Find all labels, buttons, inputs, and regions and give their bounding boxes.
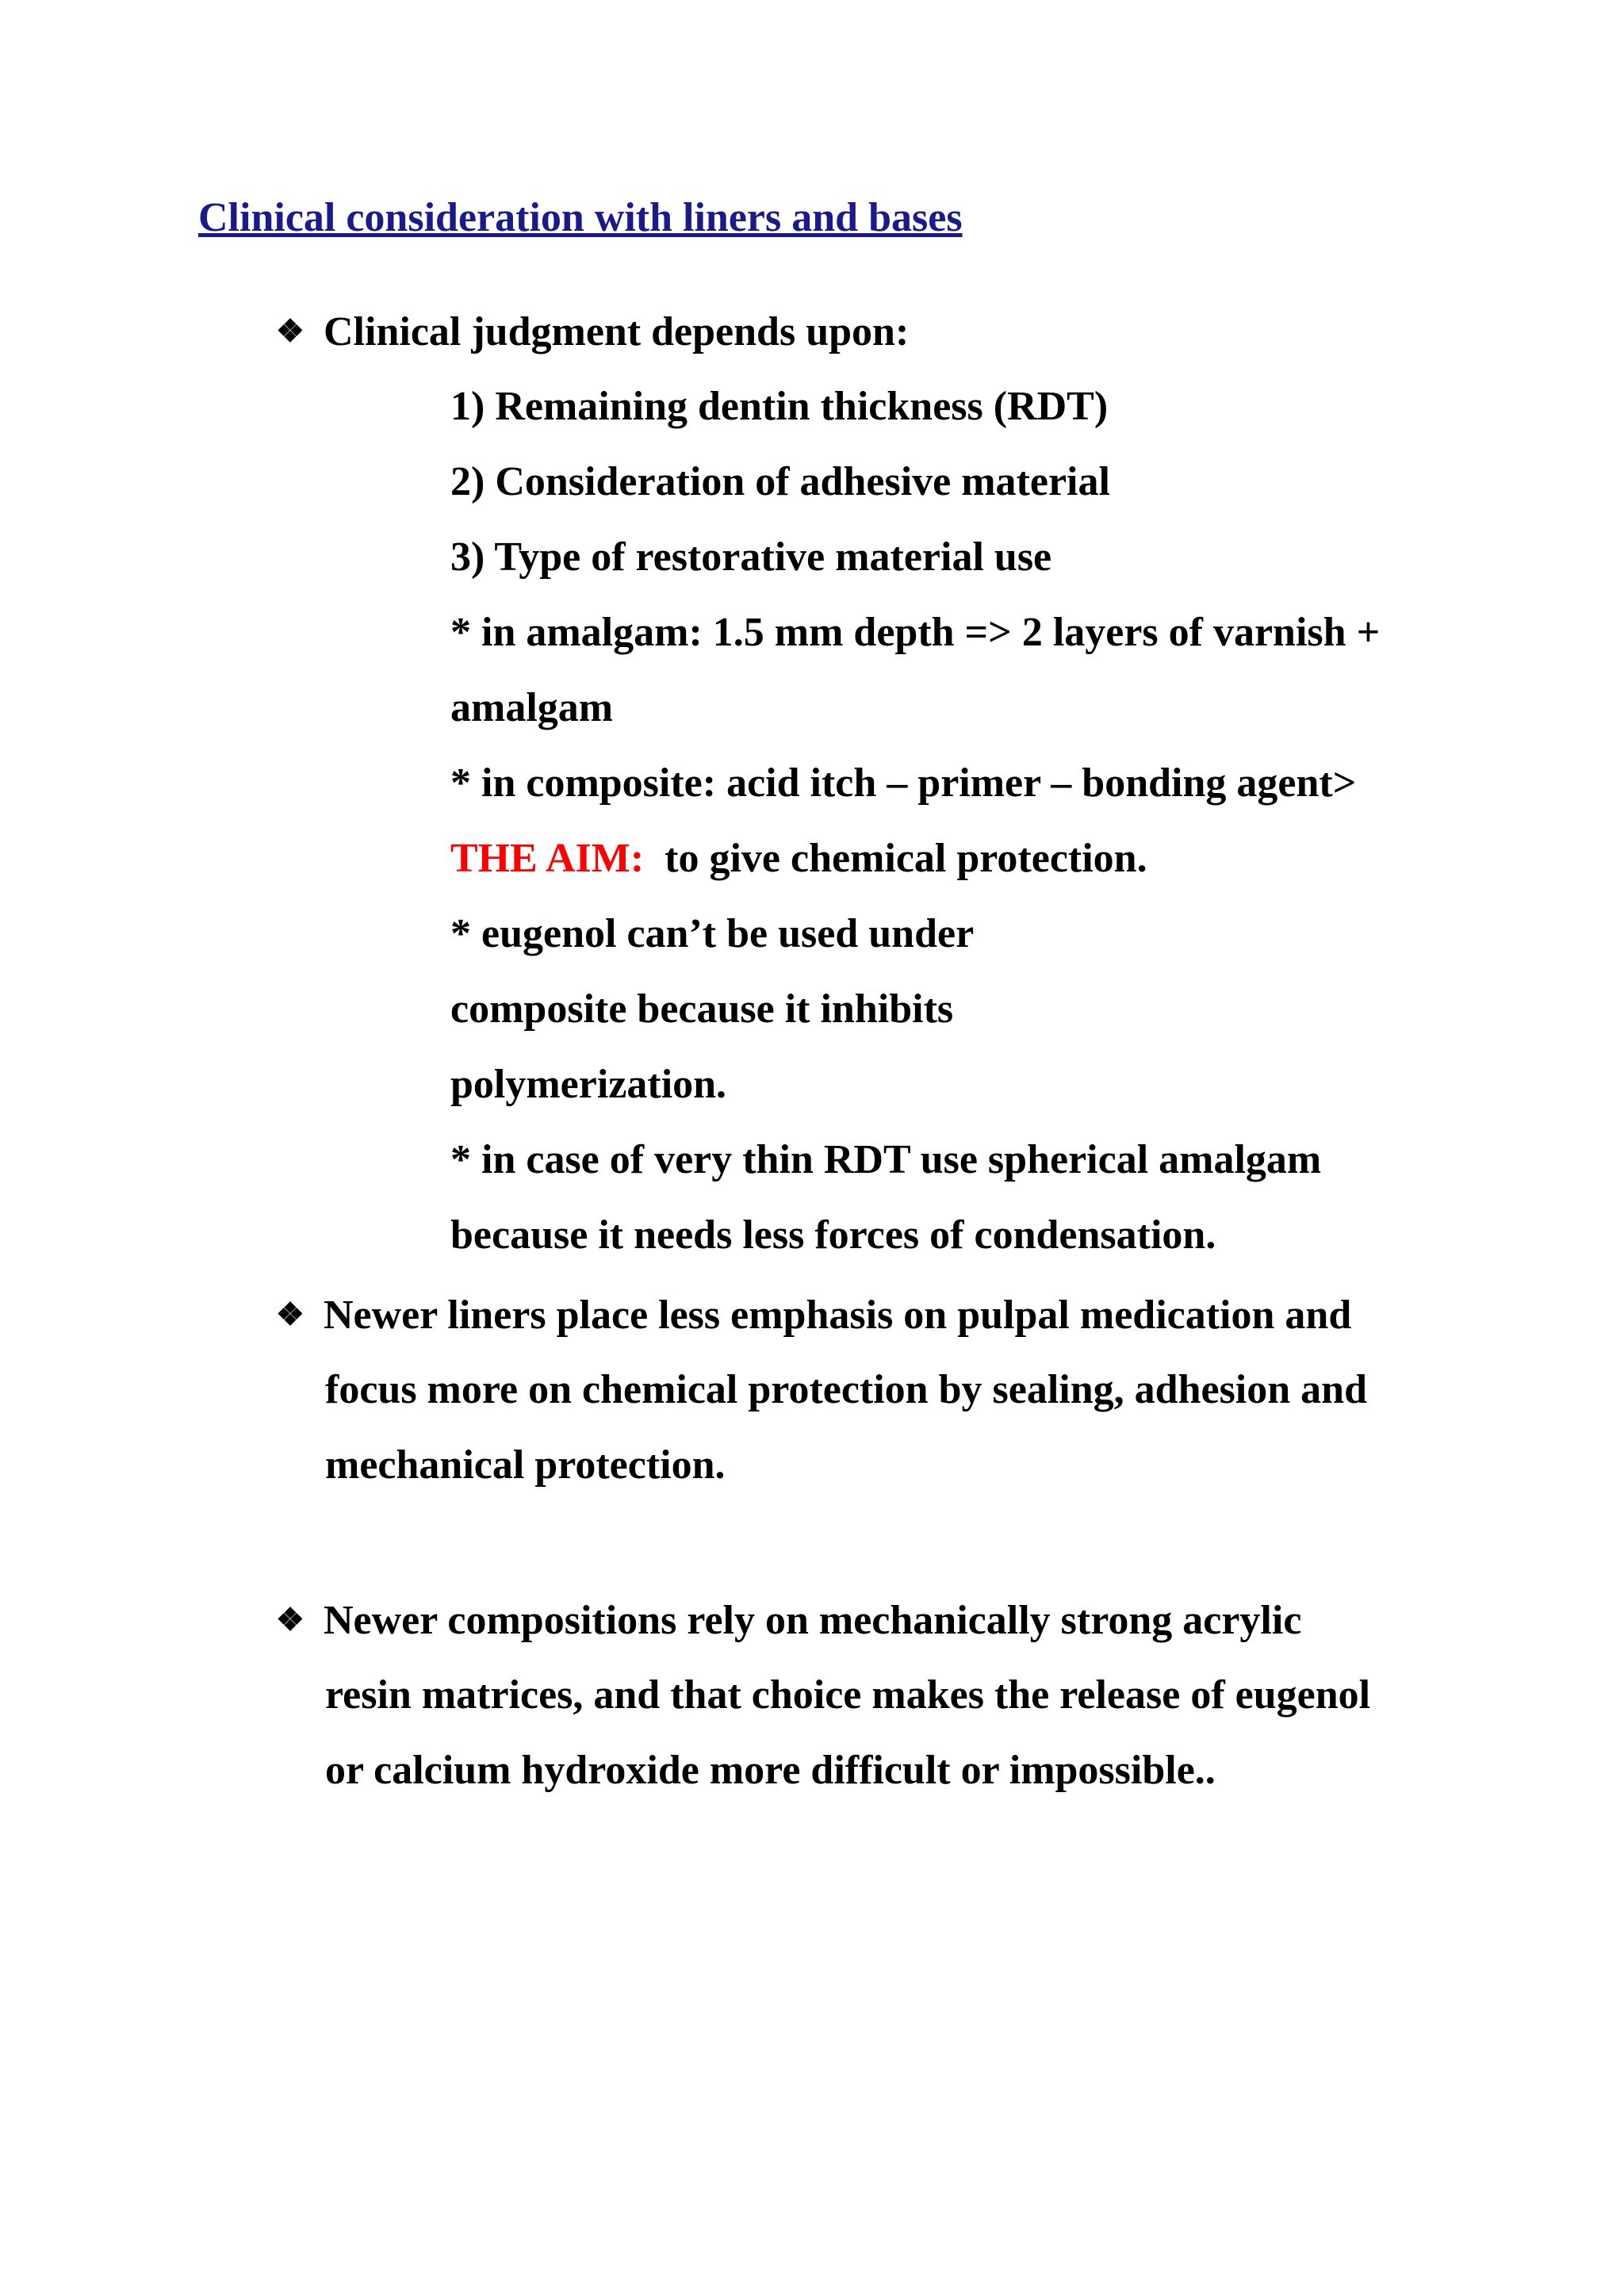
list-item-rdt: 1) Remaining dentin thickness (RDT) bbox=[450, 384, 1109, 429]
bullet-clinical-judgment bbox=[276, 293, 909, 370]
bullet-line: mechanical protection. bbox=[325, 1442, 726, 1488]
bullet-newer-liners bbox=[276, 1277, 1351, 1353]
aim-line bbox=[450, 821, 1147, 896]
aim-label: THE AIM: bbox=[450, 836, 645, 881]
note-amalgam: * in amalgam: 1.5 mm depth => 2 layers of varnish + bbox=[450, 610, 1381, 655]
note-eugenol-cont: composite because it inhibits bbox=[450, 986, 954, 1032]
bullet-line: or calcium hydroxide more difficult or impossible.. bbox=[325, 1748, 1216, 1793]
page-title: Clinical consideration with liners and bases bbox=[198, 195, 963, 240]
bullet-line: Newer liners place less emphasis on pulpal medication and bbox=[324, 1293, 1352, 1338]
bullet-line: Newer compositions rely on mechanically strong acrylic bbox=[324, 1598, 1302, 1643]
note-eugenol-cont2: polymerization. bbox=[450, 1062, 727, 1107]
diamond-bullet-icon: ❖ bbox=[276, 1602, 304, 1637]
note-amalgam-cont: amalgam bbox=[450, 685, 614, 730]
bullet-line: focus more on chemical protection by sealing, adhesion and bbox=[325, 1367, 1368, 1412]
diamond-bullet-icon: ❖ bbox=[276, 1297, 304, 1332]
bullet-heading: Clinical judgment depends upon: bbox=[324, 309, 910, 354]
aim-text: to give chemical protection. bbox=[665, 836, 1147, 881]
note-composite: * in composite: acid itch – primer – bonding agent> bbox=[450, 760, 1357, 806]
note-eugenol: * eugenol can’t be used under bbox=[450, 911, 975, 956]
bullet-newer-compositions bbox=[276, 1582, 1301, 1658]
note-thin-rdt: * in case of very thin RDT use spherical amalgam bbox=[450, 1137, 1322, 1182]
bullet-line: resin matrices, and that choice makes the release of eugenol bbox=[325, 1672, 1371, 1718]
list-item-adhesive: 2) Consideration of adhesive material bbox=[450, 459, 1110, 504]
diamond-bullet-icon: ❖ bbox=[276, 313, 304, 349]
note-thin-rdt-cont: because it needs less forces of condensation. bbox=[450, 1212, 1216, 1258]
list-item-restorative: 3) Type of restorative material use bbox=[450, 534, 1052, 580]
